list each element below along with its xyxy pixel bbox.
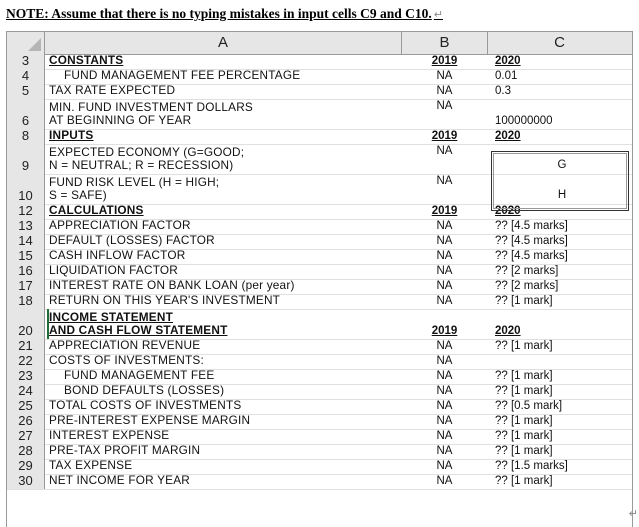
cell-b-text: NA xyxy=(436,340,453,352)
cell-a-text: LIQUIDATION FACTOR xyxy=(49,263,179,277)
row-number-label: 16 xyxy=(18,263,33,278)
cell-b[interactable] xyxy=(402,234,487,249)
cell-a[interactable] xyxy=(49,144,399,174)
cell-c[interactable] xyxy=(495,384,629,399)
cell-c-text: 0.01 xyxy=(495,70,518,82)
cell-b[interactable] xyxy=(402,474,487,489)
cell-c-text: ?? [1 mark] xyxy=(495,430,553,442)
row-number[interactable] xyxy=(7,279,45,294)
cell-b-text: NA xyxy=(436,295,453,307)
cell-a[interactable] xyxy=(49,174,399,204)
cell-c[interactable] xyxy=(495,309,629,339)
cell-c-text: ?? [4.5 marks] xyxy=(495,220,568,232)
row-number-label: 5 xyxy=(21,83,30,98)
cell-b[interactable] xyxy=(402,54,487,69)
row-number-label: 25 xyxy=(18,398,33,413)
cell-b[interactable] xyxy=(402,399,487,414)
cell-b[interactable] xyxy=(402,144,487,174)
cell-c[interactable] xyxy=(495,129,629,144)
cell-a-text: DEFAULT (LOSSES) FACTOR xyxy=(49,233,215,247)
cell-b[interactable] xyxy=(402,264,487,279)
row-number[interactable] xyxy=(7,354,45,369)
row-number[interactable] xyxy=(7,474,45,489)
row-number-label: 17 xyxy=(18,278,33,293)
cell-a-text: APPRECIATION REVENUE xyxy=(49,338,201,352)
cell-a-text: CALCULATIONS xyxy=(49,203,144,217)
row-number[interactable] xyxy=(7,459,45,474)
row-number-label: 30 xyxy=(18,473,33,488)
cell-c[interactable] xyxy=(495,99,629,129)
cell-c-text: H xyxy=(557,189,567,201)
cell-b-text: 2019 xyxy=(431,55,458,67)
cell-a[interactable] xyxy=(49,414,399,429)
cell-c[interactable] xyxy=(495,369,629,384)
cell-b[interactable] xyxy=(402,294,487,309)
cell-a-text: INPUTS xyxy=(49,128,94,142)
row-number-label: 12 xyxy=(18,203,33,218)
cell-a[interactable] xyxy=(49,99,399,129)
row-number-label: 18 xyxy=(18,293,33,308)
row-number[interactable] xyxy=(7,264,45,279)
cell-c[interactable] xyxy=(495,429,629,444)
cell-b-text: NA xyxy=(436,460,453,472)
cell-c-text: ?? [2 marks] xyxy=(495,265,559,277)
cell-b[interactable] xyxy=(402,204,487,219)
cell-b[interactable] xyxy=(402,279,487,294)
cell-a-text: TAX RATE EXPECTED xyxy=(49,83,176,97)
cell-a-text: RETURN ON THIS YEAR'S INVESTMENT xyxy=(49,293,281,307)
cell-a-text: COSTS OF INVESTMENTS: xyxy=(49,353,204,367)
cell-c[interactable] xyxy=(495,414,629,429)
column-header-b[interactable]: B xyxy=(402,32,488,54)
cell-c-text: ?? [1 mark] xyxy=(495,475,553,487)
cell-b-text: NA xyxy=(436,145,453,157)
cell-a-text: INTEREST EXPENSE xyxy=(49,428,170,442)
row-number-label: 14 xyxy=(18,233,33,248)
row-number[interactable] xyxy=(7,69,45,84)
cell-c[interactable] xyxy=(495,219,629,234)
sheet-row xyxy=(7,294,632,310)
row-number-label: 26 xyxy=(18,413,33,428)
cell-b[interactable] xyxy=(402,129,487,144)
row-number-label: 15 xyxy=(18,248,33,263)
cell-a[interactable] xyxy=(49,54,399,69)
cell-b[interactable] xyxy=(402,354,487,369)
row-number[interactable] xyxy=(7,174,45,204)
cell-c[interactable] xyxy=(495,279,629,294)
input-cells-box xyxy=(491,151,629,211)
section-bar xyxy=(47,309,49,339)
sheet-row xyxy=(7,474,632,490)
cell-c[interactable] xyxy=(495,354,629,369)
row-number[interactable] xyxy=(7,384,45,399)
cell-b-text: NA xyxy=(436,265,453,277)
spreadsheet xyxy=(6,31,633,527)
cell-c-text: G xyxy=(557,159,567,171)
cell-b-text: NA xyxy=(436,400,453,412)
cell-b-text: NA xyxy=(436,355,453,367)
cell-a-text: BOND DEFAULTS (LOSSES) xyxy=(64,383,225,397)
row-number[interactable] xyxy=(7,84,45,99)
cell-c-text: 2020 xyxy=(495,325,521,337)
cell-c-text: ?? [1 mark] xyxy=(495,295,553,307)
row-number[interactable] xyxy=(7,414,45,429)
cell-c[interactable] xyxy=(495,69,629,84)
cell-c-text: ?? [4.5 marks] xyxy=(495,235,568,247)
cell-c[interactable] xyxy=(495,459,629,474)
row-number[interactable] xyxy=(7,429,45,444)
cell-a[interactable] xyxy=(49,84,399,99)
cell-a-text: PRE-INTEREST EXPENSE MARGIN xyxy=(49,413,251,427)
cell-a-text: INCOME STATEMENT AND CASH FLOW STATEMENT xyxy=(49,310,228,337)
cell-b-text: 2019 xyxy=(431,205,458,217)
instruction-note xyxy=(6,6,443,22)
cell-a[interactable] xyxy=(49,264,399,279)
cell-a-text: FUND RISK LEVEL (H = HIGH; S = SAFE) xyxy=(49,175,220,202)
cell-b-text: NA xyxy=(436,415,453,427)
cell-a-text: TOTAL COSTS OF INVESTMENTS xyxy=(49,398,242,412)
cell-b-text: 2019 xyxy=(431,130,458,142)
row-number[interactable] xyxy=(7,399,45,414)
cell-a[interactable] xyxy=(49,129,399,144)
cell-a[interactable] xyxy=(49,204,399,219)
cell-a-text: APPRECIATION FACTOR xyxy=(49,218,191,232)
sheet-row xyxy=(7,84,632,100)
cell-c-text: 100000000 xyxy=(495,115,553,127)
paragraph-mark-icon: ↵ xyxy=(628,508,638,520)
cell-b-text: NA xyxy=(436,220,453,232)
row-number-label: 4 xyxy=(21,68,30,83)
cell-b[interactable] xyxy=(402,459,487,474)
cell-a[interactable] xyxy=(49,384,399,399)
cell-b[interactable] xyxy=(402,429,487,444)
cell-c-text: ?? [1 mark] xyxy=(495,370,553,382)
cell-a-text: NET INCOME FOR YEAR xyxy=(49,473,191,487)
cell-c-text: ?? [1 mark] xyxy=(495,340,553,352)
cell-c[interactable] xyxy=(495,264,629,279)
cell-c[interactable] xyxy=(495,234,629,249)
cell-a-text: EXPECTED ECONOMY (G=GOOD; N = NEUTRAL; R = RECESSION) xyxy=(49,145,245,172)
cell-b-text: NA xyxy=(436,235,453,247)
cell-b[interactable] xyxy=(402,69,487,84)
row-number[interactable] xyxy=(7,249,45,264)
cell-a[interactable] xyxy=(49,429,399,444)
cell-b[interactable] xyxy=(402,84,487,99)
row-number-label: 10 xyxy=(18,188,33,203)
cell-b-text: 2019 xyxy=(431,325,458,337)
cell-b[interactable] xyxy=(402,384,487,399)
cell-c-text: 2020 xyxy=(495,205,521,217)
cell-a-text: INTEREST RATE ON BANK LOAN (per year) xyxy=(49,278,295,292)
sheet-row xyxy=(7,129,632,145)
row-number[interactable] xyxy=(7,54,45,69)
row-number-label: 28 xyxy=(18,443,33,458)
column-header-row xyxy=(7,32,632,55)
cell-a[interactable] xyxy=(49,444,399,459)
cell-c[interactable] xyxy=(495,249,629,264)
cell-a[interactable] xyxy=(49,294,399,309)
cell-c[interactable] xyxy=(495,474,629,489)
cell-b-text: NA xyxy=(436,280,453,292)
select-all-corner[interactable] xyxy=(7,32,45,54)
row-number[interactable] xyxy=(7,444,45,459)
cell-b-text: NA xyxy=(436,70,453,82)
cell-b[interactable] xyxy=(402,444,487,459)
cell-a[interactable] xyxy=(49,459,399,474)
cell-a[interactable] xyxy=(49,339,399,354)
cell-a-text: FUND MANAGEMENT FEE PERCENTAGE xyxy=(64,68,301,82)
cell-b[interactable] xyxy=(402,99,487,129)
sheet-row xyxy=(7,309,632,340)
row-number-label: 8 xyxy=(21,128,30,143)
row-number-label: 9 xyxy=(21,158,30,173)
cell-b-text: NA xyxy=(436,445,453,457)
cell-c-text: ?? [1 mark] xyxy=(495,415,553,427)
cell-c[interactable] xyxy=(495,84,629,99)
cell-a[interactable] xyxy=(49,354,399,369)
cell-c-text: ?? [0.5 mark] xyxy=(495,400,563,412)
cell-b[interactable] xyxy=(402,174,487,204)
row-number-label: 27 xyxy=(18,428,33,443)
cell-a-text: CONSTANTS xyxy=(49,53,124,67)
cell-b[interactable] xyxy=(402,414,487,429)
cell-c-text: 0.3 xyxy=(495,85,511,97)
cell-b-text: NA xyxy=(436,175,453,187)
cell-c-text: ?? [4.5 marks] xyxy=(495,250,568,262)
cell-a-text: CASH INFLOW FACTOR xyxy=(49,248,186,262)
cell-a[interactable] xyxy=(49,219,399,234)
cell-b[interactable] xyxy=(402,309,487,339)
row-number-label: 3 xyxy=(21,53,30,68)
sheet-row xyxy=(7,99,632,130)
cell-b-text: NA xyxy=(436,100,453,112)
row-number[interactable] xyxy=(7,234,45,249)
cell-c-text: ?? [1 mark] xyxy=(495,445,553,457)
cell-c-text: ?? [2 marks] xyxy=(495,280,559,292)
cell-c[interactable] xyxy=(495,399,629,414)
cell-a-text: MIN. FUND INVESTMENT DOLLARS AT BEGINNING OF YEAR xyxy=(49,100,253,127)
cell-c-text: 2020 xyxy=(495,55,521,67)
cell-a[interactable] xyxy=(49,399,399,414)
row-number[interactable] xyxy=(7,144,45,174)
row-number[interactable] xyxy=(7,369,45,384)
cell-a[interactable] xyxy=(49,369,399,384)
row-number-label: 21 xyxy=(18,338,33,353)
cell-b[interactable] xyxy=(402,339,487,354)
row-number-label: 20 xyxy=(18,323,33,338)
row-number[interactable] xyxy=(7,339,45,354)
cell-a[interactable] xyxy=(49,279,399,294)
row-number[interactable] xyxy=(7,129,45,144)
cell-c[interactable] xyxy=(495,54,629,69)
cell-b-text: NA xyxy=(436,475,453,487)
cell-a-text: FUND MANAGEMENT FEE xyxy=(64,368,215,382)
cell-c-text: ?? [1 mark] xyxy=(495,385,553,397)
cell-a-text: TAX EXPENSE xyxy=(49,458,133,472)
cell-a[interactable] xyxy=(49,309,399,339)
row-number[interactable] xyxy=(7,219,45,234)
row-number[interactable] xyxy=(7,204,45,219)
row-number[interactable] xyxy=(7,309,45,339)
row-number-label: 13 xyxy=(18,218,33,233)
cell-a[interactable] xyxy=(49,249,399,264)
cell-b[interactable] xyxy=(402,369,487,384)
row-number-label: 6 xyxy=(21,113,30,128)
cell-b[interactable] xyxy=(402,249,487,264)
cell-b-text: NA xyxy=(436,85,453,97)
cell-b-text: NA xyxy=(436,250,453,262)
cell-c[interactable] xyxy=(495,444,629,459)
column-header-c[interactable]: C xyxy=(554,34,565,51)
cell-a[interactable] xyxy=(49,69,399,84)
row-number-label: 22 xyxy=(18,353,33,368)
cell-b[interactable] xyxy=(402,219,487,234)
paragraph-mark-icon: ↵ xyxy=(433,9,444,21)
row-number[interactable] xyxy=(7,99,45,129)
cell-b-text: NA xyxy=(436,430,453,442)
cell-c[interactable] xyxy=(495,339,629,354)
row-number[interactable] xyxy=(7,294,45,309)
cell-c[interactable] xyxy=(495,294,629,309)
row-number-label: 23 xyxy=(18,368,33,383)
cell-b-text: NA xyxy=(436,370,453,382)
cell-b-text: NA xyxy=(436,385,453,397)
cell-a[interactable] xyxy=(49,474,399,489)
cell-c-text: 2020 xyxy=(495,130,521,142)
cell-a-text: PRE-TAX PROFIT MARGIN xyxy=(49,443,201,457)
row-number-label: 24 xyxy=(18,383,33,398)
note-text: NOTE: Assume that there is no typing mistakes in input cells C9 and C10. xyxy=(6,6,432,21)
column-header-a[interactable]: A xyxy=(45,32,402,54)
cell-a[interactable] xyxy=(49,234,399,249)
cell-c-text: ?? [1.5 marks] xyxy=(495,460,568,472)
row-number-label: 29 xyxy=(18,458,33,473)
